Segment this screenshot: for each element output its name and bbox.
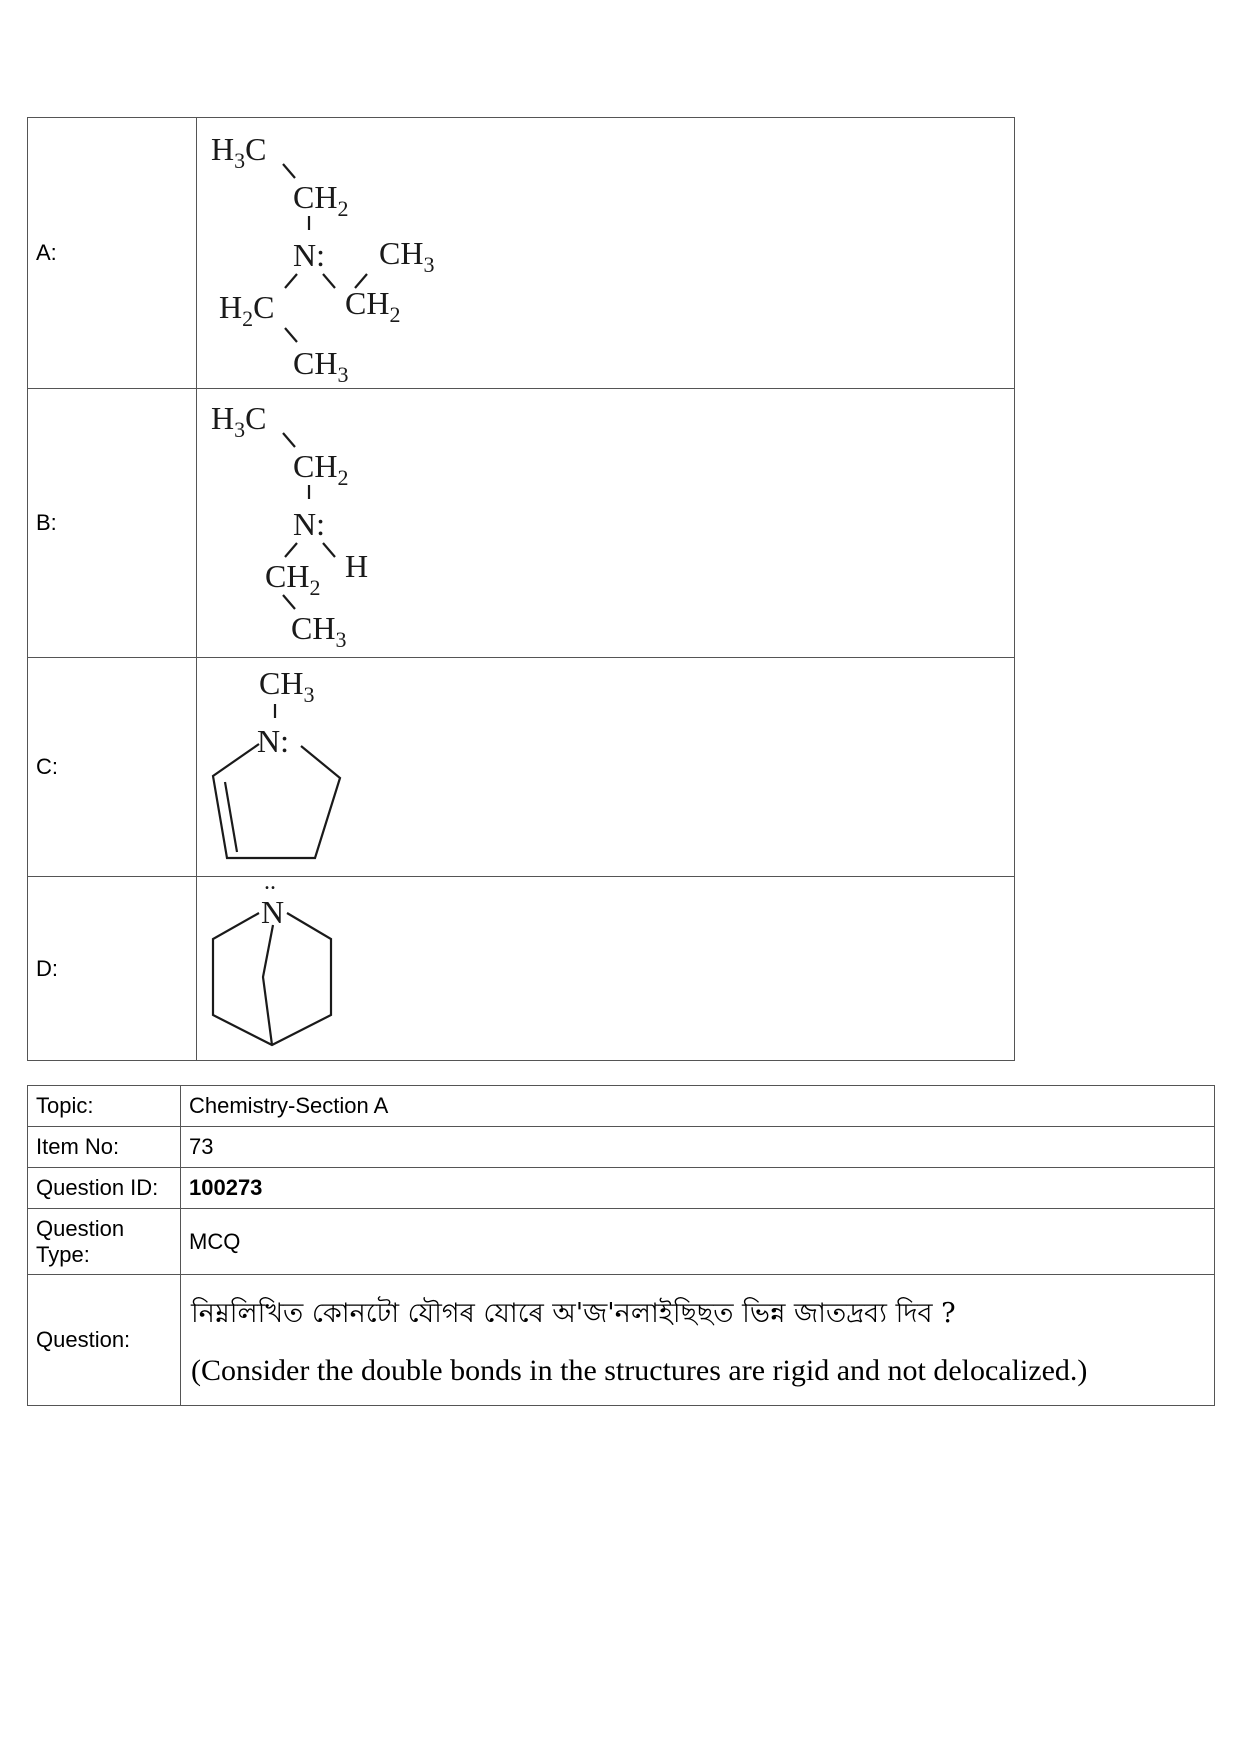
atom-label: N:: [293, 237, 325, 273]
option-label: D:: [28, 877, 197, 1061]
topic-label: Topic:: [28, 1086, 181, 1127]
option-structure: [197, 877, 1015, 1061]
atom-label: $H_3C$: [211, 131, 267, 173]
question-text-assamese: নিম্নলিখিত কোনটো যৌগৰ যোৰে অ'জ'নলাইছিছত ভিন্ন জাতদ্ৰব্য দিব ?: [191, 1297, 956, 1329]
option-row-c: [28, 658, 1015, 877]
meta-row-item: [28, 1127, 1215, 1168]
question-label: Question:: [28, 1275, 181, 1406]
topic-value: Chemistry-Section A: [181, 1086, 1215, 1127]
atom-label: N:: [257, 723, 289, 759]
option-row-b: [28, 389, 1015, 658]
meta-row-topic: [28, 1086, 1215, 1127]
structure-quinuclidine: [197, 877, 1025, 1060]
atom-label: N:: [293, 506, 325, 542]
structure-diethylamine: [197, 389, 1025, 657]
option-label: C:: [28, 658, 197, 877]
option-row-a: [28, 118, 1015, 389]
options-table: [27, 117, 1015, 1061]
meta-row-qid: [28, 1168, 1215, 1209]
atom-label: H: [345, 548, 369, 584]
meta-row-question: [28, 1275, 1215, 1406]
structure-triethylamine: [197, 118, 1025, 388]
option-label: B:: [28, 389, 197, 658]
atom-label: $CH_2$: [345, 285, 401, 327]
option-row-d: [28, 877, 1015, 1061]
option-label: A:: [28, 118, 197, 389]
option-structure: [197, 118, 1015, 389]
meta-row-qtype: [28, 1209, 1215, 1275]
atom-label: $CH_2$: [265, 558, 321, 600]
atom-label: $CH_3$: [379, 235, 435, 277]
atom-label: $CH_2$: [293, 179, 349, 221]
item-value: 73: [181, 1127, 1215, 1168]
question-meta-table: [27, 1085, 1215, 1406]
qtype-label: Question Type:: [28, 1209, 181, 1275]
atom-label: $H_3C$: [211, 400, 267, 442]
atom-label: $H_2C$: [219, 289, 275, 331]
lone-pair: ..: [264, 877, 276, 895]
qtype-value: MCQ: [181, 1209, 1215, 1275]
item-label: Item No:: [28, 1127, 181, 1168]
atom-label: $CH_3$: [293, 345, 349, 387]
question-text-english: (Consider the double bonds in the structures are rigid and not delocalized.): [191, 1353, 1088, 1387]
atom-label: N: [261, 894, 285, 930]
question-body: [181, 1275, 1215, 1406]
qid-value: 100273: [181, 1168, 1215, 1209]
atom-label: $CH_3$: [259, 665, 315, 707]
atom-label: $CH_2$: [293, 448, 349, 490]
atom-label: $CH_3$: [291, 610, 347, 652]
option-structure: [197, 658, 1015, 877]
option-structure: [197, 389, 1015, 658]
qid-label: Question ID:: [28, 1168, 181, 1209]
structure-pyrroline: [197, 658, 1025, 876]
